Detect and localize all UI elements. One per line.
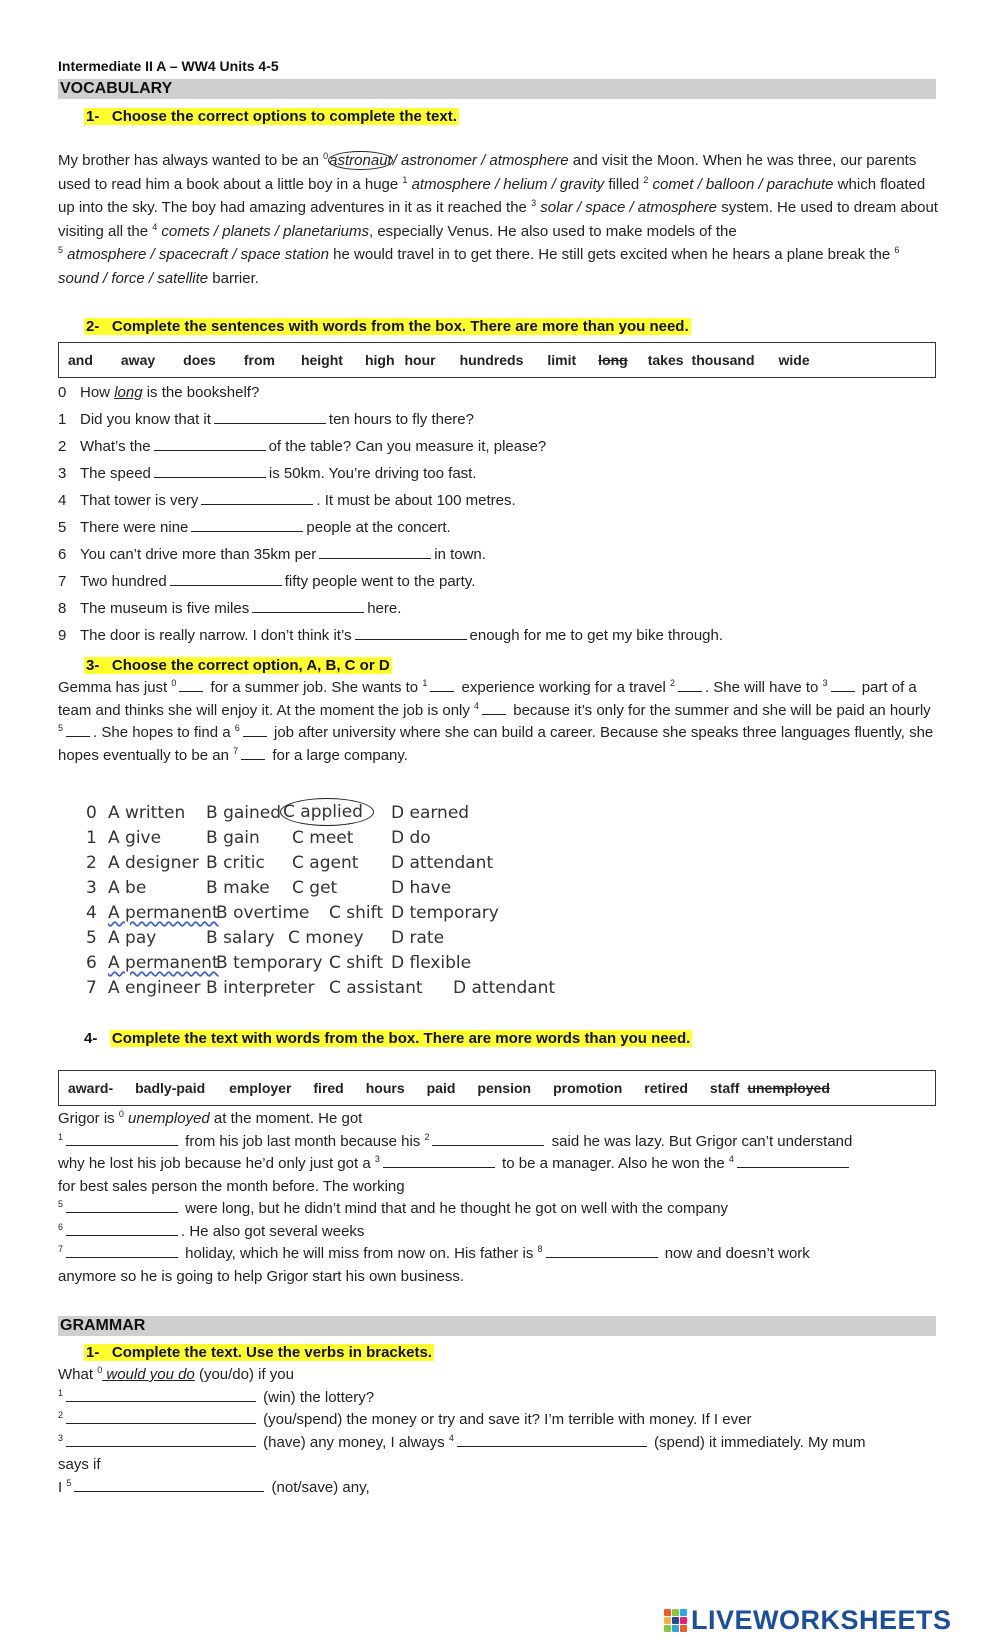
box-word-used: unemployed (747, 1080, 830, 1096)
grammar-ex1-text: What $^0$ would you do (you/do) if you $^1$ (win) the lottery? $^2$ (you/spend) the money or try and save it? I’m terrible with money. If I ever $^3$ (have) any money, I always $^4$ (spend) it immediately. My mum says if I $^5$ (not/save) any, (58, 1365, 866, 1496)
answer-blank[interactable] (66, 1387, 256, 1402)
answer-blank[interactable] (66, 1409, 256, 1424)
option-a[interactable]: A permanent (108, 903, 219, 923)
answer-blank[interactable] (737, 1153, 849, 1168)
example-answer: long (114, 384, 143, 401)
answer-blank[interactable] (355, 625, 467, 640)
answer-blank[interactable] (154, 436, 266, 451)
question-7: 7 Two hundred fifty people went to the party. (58, 573, 476, 590)
option-d[interactable]: D attendant (391, 853, 494, 873)
grammar-section-header: GRAMMAR (58, 1316, 936, 1336)
vocab-ex3-text: Gemma has just $^0$ for a summer job. She wants to $^1$ experience working for a travel $^2$ . She will have to $^3$ part of a team and thinks she will enjoy it. At the moment the job is only $^4$ because it’s only for the summer and she will be paid an hourly $^5$ . She hopes to find a $^6$ job after university where she can build a career. Because she speaks three languages fluently, she hopes eventually to be an $^7$ for a large company. (58, 678, 934, 764)
vocab-ex2-instruction: 2- Complete the sentences with words from the box. There are more than you need. (86, 318, 689, 335)
grammar-ex1-instruction: 1- Complete the text. Use the verbs in brackets. (86, 1344, 432, 1361)
box-word: limit (547, 352, 577, 368)
option-a[interactable]: A be (108, 878, 147, 898)
question-1: 1 Did you know that it ten hours to fly there? (58, 411, 474, 428)
option-a[interactable]: A designer (108, 853, 199, 873)
option-a[interactable]: A give (108, 828, 162, 848)
vocab-ex4-instruction: 4- Complete the text with words from the box. There are more words than you need. (84, 1030, 691, 1047)
option-d[interactable]: D attendant (453, 978, 556, 998)
box-word: away (120, 352, 156, 368)
box-word: height (300, 352, 343, 368)
option-b[interactable]: B critic (206, 853, 265, 873)
example-answer: would you do (102, 1366, 195, 1383)
answer-blank[interactable] (383, 1153, 495, 1168)
answer-blank[interactable] (66, 1131, 178, 1146)
question-2: 2 What’s the of the table? Can you measure it, please? (58, 438, 547, 455)
word-box-ex4 (58, 1070, 936, 1106)
vocab-ex1-instruction: 1- Choose the correct options to complete the text. (86, 108, 457, 125)
answer-blank[interactable] (201, 490, 313, 505)
box-word: award- (68, 1080, 114, 1096)
box-word: promotion (553, 1080, 623, 1096)
option-b[interactable]: B temporary (216, 953, 323, 973)
answer-blank[interactable] (154, 463, 266, 478)
answer-blank[interactable] (66, 1243, 178, 1258)
option-b[interactable]: B make (206, 878, 270, 898)
document-title: Intermediate II A – WW4 Units 4-5 (58, 58, 279, 74)
option-c[interactable]: C assistant (329, 978, 423, 998)
box-word: wide (778, 352, 810, 368)
answer-blank[interactable] (66, 1432, 256, 1447)
box-word: paid (426, 1080, 456, 1096)
answer-blank[interactable] (243, 722, 267, 737)
vocab-ex3-instruction: 3- Choose the correct option, A, B, C or D (86, 657, 390, 674)
box-word: hours (365, 1080, 405, 1096)
option-b[interactable]: B overtime (216, 903, 310, 923)
example-answer: unemployed (123, 1110, 210, 1127)
answer-blank[interactable] (74, 1477, 264, 1492)
box-word: employer (229, 1080, 292, 1096)
answer-blank[interactable] (66, 1221, 178, 1236)
box-word: fired (313, 1080, 344, 1096)
box-word: thousand (691, 352, 755, 368)
box-word: pension (477, 1080, 532, 1096)
option-c[interactable]: C shift (329, 953, 383, 973)
option-c-selected[interactable]: C applied (280, 798, 374, 826)
answer-blank[interactable] (457, 1432, 647, 1447)
answer-blank[interactable] (678, 677, 702, 692)
option-d[interactable]: D rate (391, 928, 445, 948)
option-d[interactable]: D temporary (391, 903, 499, 923)
question-6: 6 You can’t drive more than 35km per in town. (58, 546, 486, 563)
answer-blank[interactable] (191, 517, 303, 532)
box-word: staff (709, 1080, 740, 1096)
liveworksheets-logo (664, 1605, 952, 1636)
option-c[interactable]: C meet (292, 828, 354, 848)
answer-blank[interactable] (482, 700, 506, 715)
logo-grid-icon (664, 1609, 687, 1632)
option-c[interactable]: C get (292, 878, 338, 898)
selected-answer-circle: astronaut (329, 152, 392, 169)
answer-blank[interactable] (252, 598, 364, 613)
box-word: takes (647, 352, 684, 368)
answer-blank[interactable] (214, 409, 326, 424)
vocab-ex4-text: Grigor is $^0$ unemployed at the moment. He got $^1$ from his job last month because his $^2$ said he was lazy. But Grigor can’t understand why he lost his job because he’d only just got a $^3$ to be a manager. Also he won the $^4$ for best sales person the month before. The working $^5$ were long, but he didn’t mind that and he thought he got on well with the company $^6$ . He also got several weeks $^7$ holiday, which he will miss from now on. His father is $^8$ now and doesn’t work anymore so he is going to help Grigor start his own business. (58, 1109, 853, 1285)
question-5: 5 There were nine people at the concert. (58, 519, 451, 536)
vocab-ex1-text: My brother has always wanted to be an $^0$astronaut/ astronomer / atmosphere and visit the Moon. When he was three, our parents used to read him a book about a little boy in a huge $^1$ atmosphere / helium / gravity filled $^2$ comet / balloon / parachute which floated up into the sky. The boy had amazing adventures in it as it reached the $^3$ solar / space / atmosphere system. He used to dream about visiting all the $^4$ comets / planets / planetariums, especially Venus. He also used to make models of the $^5$ atmosphere / spacecraft / space station he would travel in to get there. He still gets excited when he hears a plane break the $^6$ sound / force / satellite barrier. (58, 151, 938, 287)
answer-blank[interactable] (319, 544, 431, 559)
option-a[interactable]: A pay (108, 928, 157, 948)
option-d[interactable]: D earned (391, 803, 470, 823)
box-word: badly-paid (135, 1080, 206, 1096)
question-8: 8 The museum is five miles here. (58, 600, 402, 617)
word-box-ex2 (58, 342, 936, 378)
box-word: and (68, 352, 93, 368)
box-word-used: long (598, 352, 628, 368)
box-word: hour (404, 352, 436, 368)
option-d[interactable]: D flexible (391, 953, 472, 973)
option-d[interactable]: D have (391, 878, 452, 898)
question-4: 4 That tower is very . It must be about 100 metres. (58, 492, 516, 509)
box-word: retired (644, 1080, 688, 1096)
option-c[interactable]: C shift (329, 903, 383, 923)
option-b[interactable]: B interpreter (206, 978, 315, 998)
option-b[interactable]: B gain (206, 828, 260, 848)
answer-blank[interactable] (179, 677, 203, 692)
option-b[interactable]: B gained (206, 803, 282, 823)
question-3: 3 The speed is 50km. You’re driving too fast. (58, 465, 477, 482)
question-9: 9 The door is really narrow. I don’t think it’s enough for me to get my bike through. (58, 627, 724, 644)
option-c[interactable]: C agent (292, 853, 359, 873)
answer-blank[interactable] (66, 1198, 178, 1213)
logo-text: LIVEWORKSHEETS (691, 1605, 952, 1635)
option-a[interactable]: A written (108, 803, 186, 823)
option-b[interactable]: B salary (206, 928, 275, 948)
question-0: 0 How long is the bookshelf? (58, 384, 260, 401)
option-a[interactable]: A engineer (108, 978, 201, 998)
answer-blank[interactable] (241, 745, 265, 760)
answer-blank[interactable] (170, 571, 282, 586)
box-word: does (183, 352, 216, 368)
box-word: hundreds (459, 352, 524, 368)
answer-blank[interactable] (430, 677, 454, 692)
option-a[interactable]: A permanent (108, 953, 219, 973)
box-word: high (364, 352, 395, 368)
answer-blank[interactable] (66, 722, 90, 737)
box-word: from (243, 352, 275, 368)
answer-blank[interactable] (831, 677, 855, 692)
answer-blank[interactable] (546, 1243, 658, 1258)
option-d[interactable]: D do (391, 828, 431, 848)
answer-blank[interactable] (432, 1131, 544, 1146)
option-c[interactable]: C money (288, 928, 364, 948)
vocabulary-section-header: VOCABULARY (58, 79, 936, 99)
